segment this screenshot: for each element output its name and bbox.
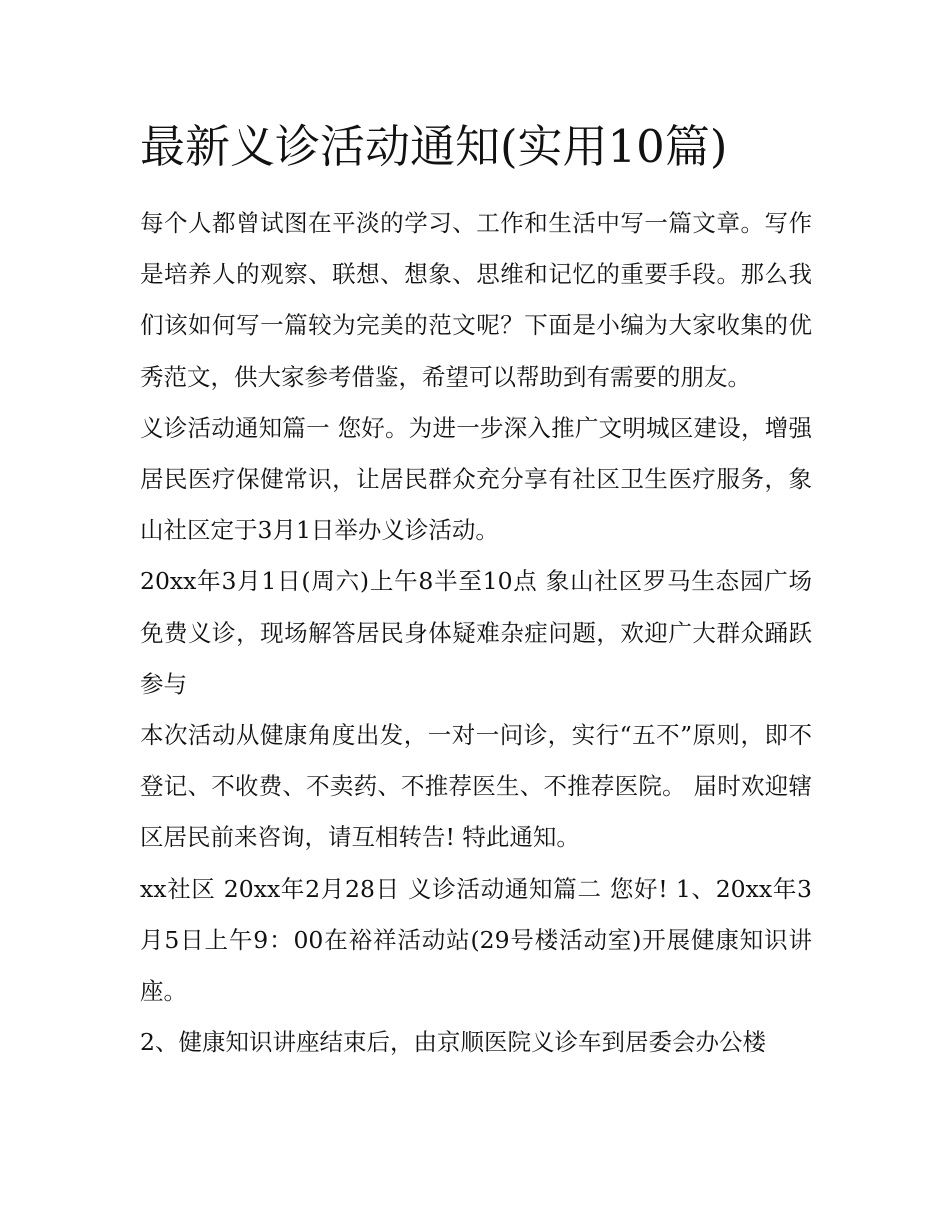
- paragraph-principles: 本次活动从健康角度出发，一对一问诊，实行“五不”原则，即不登记、不收费、不卖药、不推荐医生、不推荐医院。 届时欢迎辖区居民前来咨询，请互相转告! 特此通知。: [140, 721, 812, 852]
- paragraph-item-two: 2、健康知识讲座结束后，由京顺医院义诊车到居委会办公楼: [140, 1028, 766, 1057]
- paragraph-event-time: 20xx年3月1日(周六)上午8半至10点 象山社区罗马生态园广场 免费义诊，现场解答居民身体疑难杂症问题，欢迎广大群众踊跃参与: [140, 567, 812, 698]
- document-title: 最新义诊活动通知(实用10篇): [140, 120, 728, 173]
- document-body: [140, 198, 812, 1068]
- paragraph-notice-two: xx社区 20xx年2月28日 义诊活动通知篇二 您好! 1、20xx年3月5日上午9：00在裕祥活动站(29号楼活动室)开展健康知识讲座。: [140, 874, 812, 1006]
- paragraph-intro: 每个人都曾试图在平淡的学习、工作和生活中写一篇文章。写作是培养人的观察、联想、想象、思维和记忆的重要手段。那么我们该如何写一篇较为完美的范文呢？下面是小编为大家收集的优秀范文，供大家参考借鉴，希望可以帮助到有需要的朋友。: [140, 209, 812, 391]
- paragraph-notice-one: 义诊活动通知篇一 您好。为进一步深入推广文明城区建设，增强居民医疗保健常识，让居民群众充分享有社区卫生医疗服务，象山社区定于3月1日举办义诊活动。: [140, 413, 812, 545]
